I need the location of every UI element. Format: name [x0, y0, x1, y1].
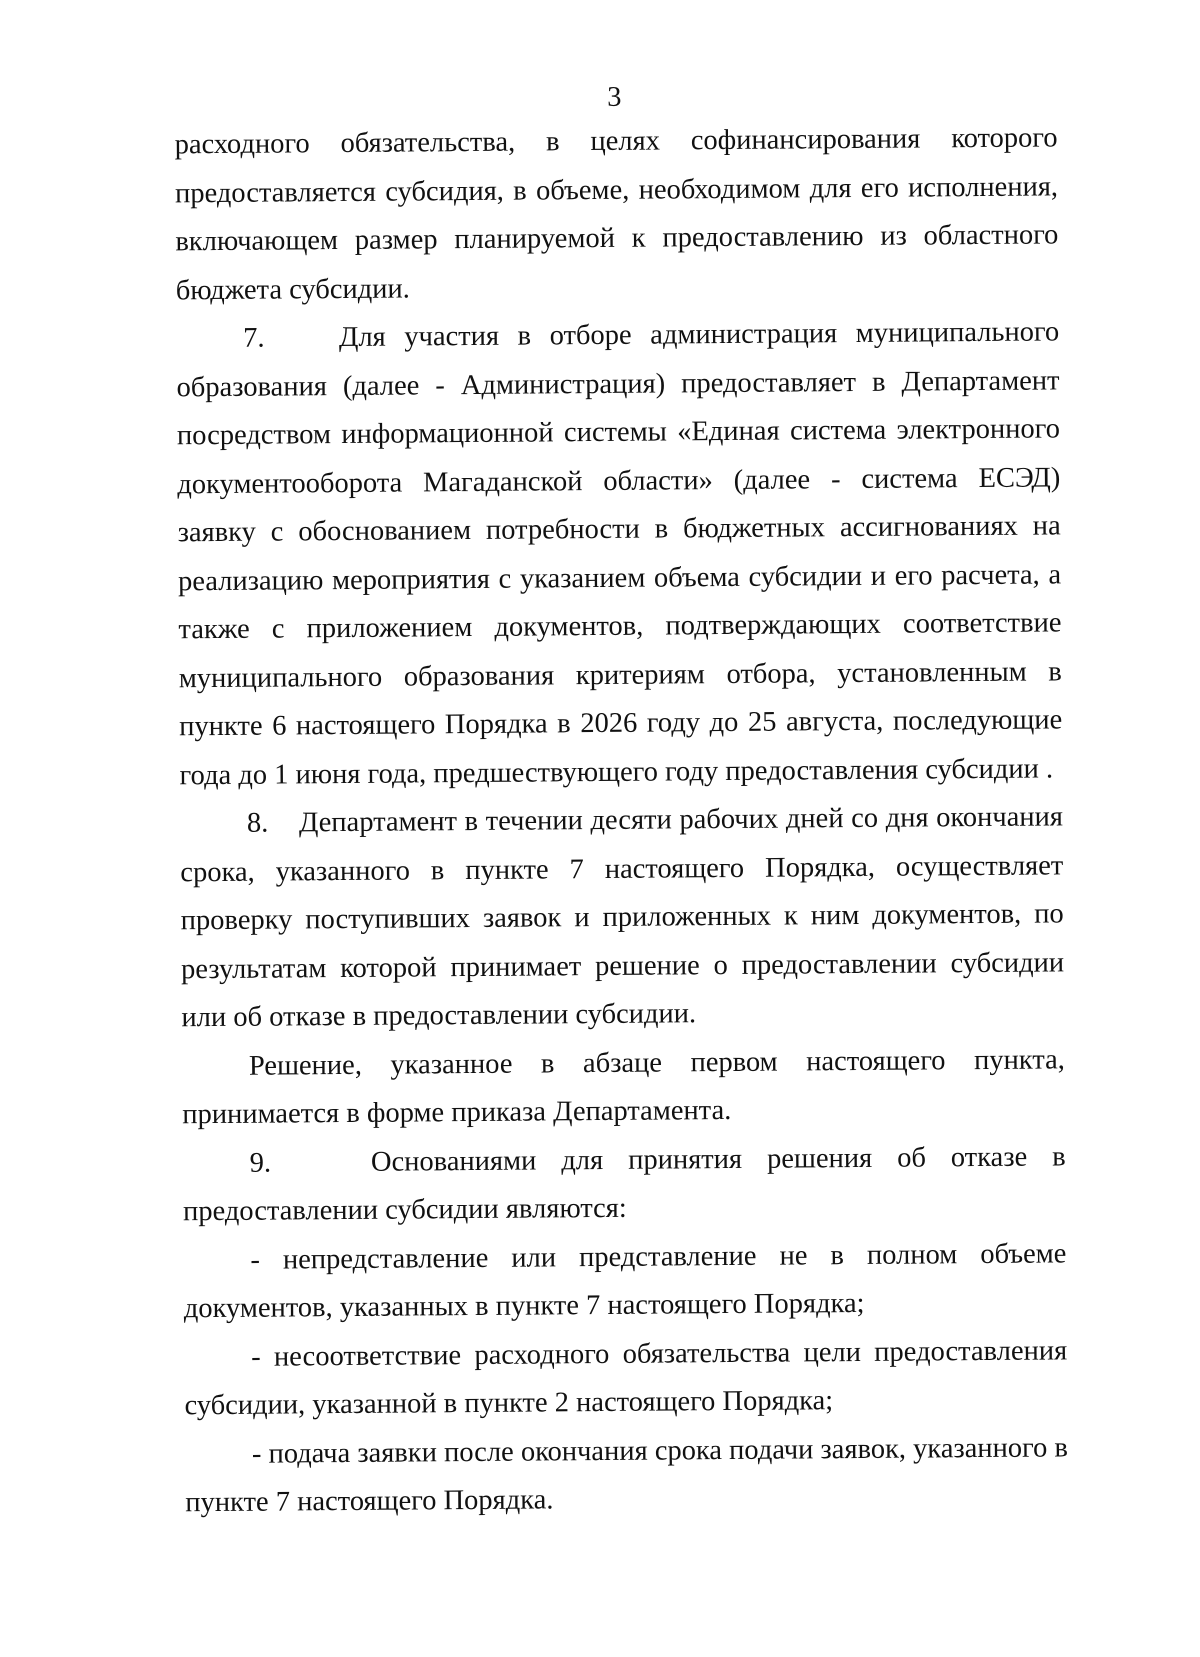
paragraph-item-8: 8. Департамент в течении десяти рабочих дней со дня окончания срока, указанного в пункте 7 настоящего Порядка, осуществляет проверку поступивших заявок и приложенных к ним документов, по результатам которой принимает решение о предоставлении субсидии или об отказе в предоставлении субсидии. — [180, 801, 1065, 1034]
list-item-refusal-documents: - непредставление или представление не в полном объеме документов, указанных в пункте 7 настоящего Порядка; — [183, 1237, 1067, 1325]
document-body — [174, 114, 1068, 1527]
list-item-refusal-deadline: - подача заявки после окончания срока подачи заявок, указанного в пункте 7 настоящего Порядка. — [185, 1431, 1069, 1519]
paragraph-item-7: 7. Для участия в отборе администрация муниципального образования (далее - Администрация) предоставляет в Департамент посредством информационной системы «Единая система электронного документооборота Магаданской области» (далее - система ЕСЭД) заявку с обоснованием потребности в бюджетных ассигнованиях на реализацию мероприятия с указанием объема субсидии и его расчета, а также с приложением документов, подтверждающих соответствие муниципального образования критериям отбора, установленным в пункте 6 настоящего Порядка в 2026 году до 25 августа, последующие года до 1 июня года, предшествующего году предоставления субсидии . — [176, 316, 1063, 791]
paragraph-item-9: 9. Основаниями для принятия решения об отказе в предоставлении субсидии являются: — [182, 1140, 1066, 1228]
paragraph-continuation: расходного обязательства, в целях софинансирования которого предоставляется субсидия, в объеме, необходимом для его исполнения, включающем размер планируемой к предоставлению из областного бюджета субсидии. — [174, 122, 1059, 306]
page-number: 3 — [607, 81, 622, 113]
list-item-refusal-purpose: - несоответствие расходного обязательства цели предоставления субсидии, указанной в пункте 2 настоящего Порядка; — [184, 1334, 1068, 1422]
paragraph-decision-form: Решение, указанное в абзаце первом настоящего пункта, принимается в форме приказа Департамента. — [182, 1043, 1065, 1131]
